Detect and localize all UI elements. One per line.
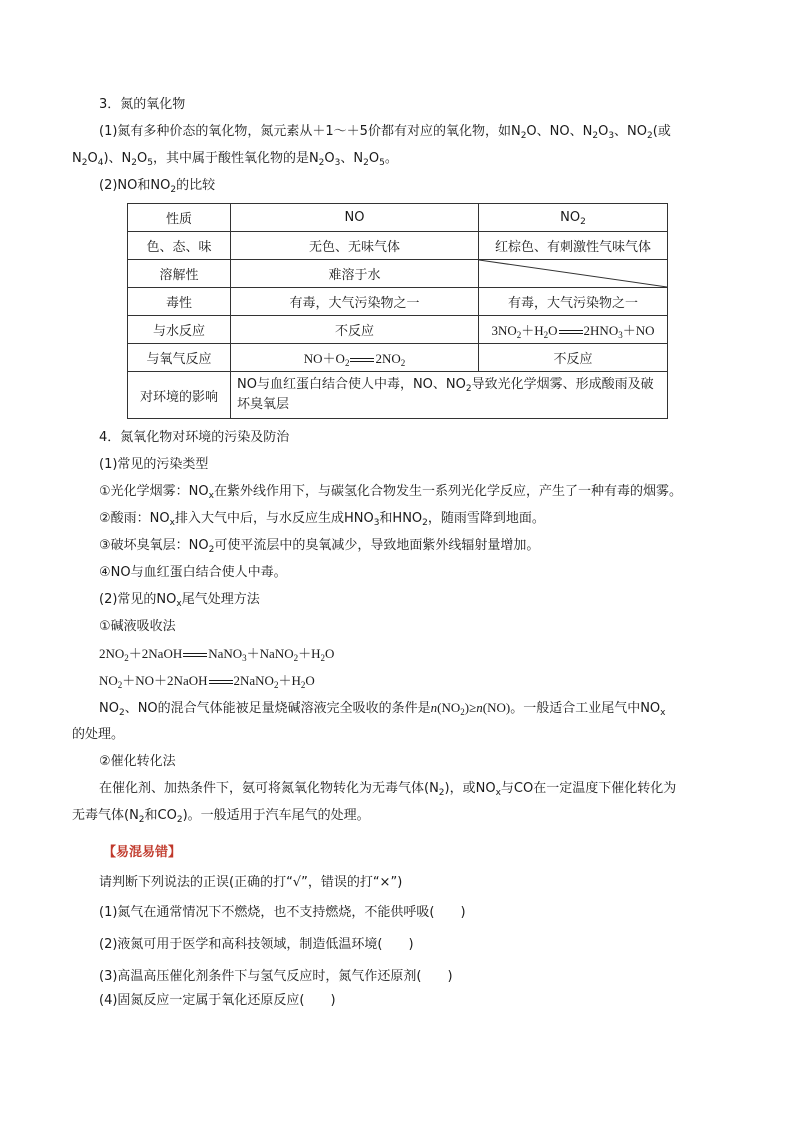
table-row (128, 232, 668, 260)
confuse-intro: 请判断下列说法的正误(正确的打“√”，错误的打“×”) (99, 875, 403, 890)
table-row (128, 344, 668, 372)
section4-item2: ②酸雨：$NO_x$排入大气中后，与水反应生成$HNO_3$和$HNO_2$，随雨雪降到地面。 (99, 511, 545, 528)
row-label-toxicity: 毒性 (128, 288, 231, 316)
equals-sign (349, 355, 375, 365)
row-label-environment: 对环境的影响 (128, 372, 231, 419)
cell-oxygen-no2: 不反应 (479, 344, 668, 372)
equation-2: $NO_2+NO+2NaOH$ $2NaNO_2+H_2O$ (99, 673, 315, 690)
cell-water-no2-equation: $3NO_2+H_2O$ $2HNO_3+NO$ (479, 316, 668, 344)
equals-sign (182, 650, 208, 660)
section3-title: 3．氮的氧化物 (99, 97, 186, 112)
table-row (128, 316, 668, 344)
absorption-condition-line1: $NO_2$、NO的混合气体能被足量烧碱溶液完全吸收的条件是$n(NO_2)\ge n(NO)$。一般适合工业尾气中$NO_x$ (99, 700, 666, 718)
cell-oxygen-no-equation: $NO+O_2$ $2NO_2$ (231, 344, 479, 372)
cell-water-no: 不反应 (231, 316, 479, 344)
table-row (128, 260, 668, 288)
cell-solubility-no2-diagonal (479, 260, 668, 288)
section3-para2: (2)NO和$NO_2$的比较 (99, 178, 216, 195)
cell-toxicity-no: 有毒，大气污染物之一 (231, 288, 479, 316)
section4-title: 4．氮氧化物对环境的污染及防治 (99, 430, 290, 445)
cell-color-no: 无色、无味气体 (231, 232, 479, 260)
row-label-water: 与水反应 (128, 316, 231, 344)
diagonal-line-icon (479, 260, 667, 287)
row-label-oxygen: 与氧气反应 (128, 344, 231, 372)
table-header-row (128, 204, 668, 232)
table-row (128, 372, 668, 419)
confuse-heading: 【易混易错】 (103, 845, 182, 860)
section3-para1-line2: $N_2O_4$)、$N_2O_5$，其中属于酸性氧化物的是$N_2O_3$、$N_2O_5$。 (72, 151, 398, 168)
header-no2: $NO_2$ (479, 204, 668, 232)
cell-solubility-no: 难溶于水 (231, 260, 479, 288)
method2-title: ②催化转化法 (99, 754, 176, 769)
equals-sign (558, 327, 584, 337)
section4-item4: ④NO与血红蛋白结合使人中毒。 (99, 565, 287, 580)
section4-item3: ③破坏臭氧层：$NO_2$可使平流层中的臭氧减少，导致地面紫外线辐射量增加。 (99, 538, 540, 555)
confuse-question-1: (1)氮气在通常情况下不燃烧，也不支持燃烧，不能供呼吸( ) (99, 905, 466, 920)
cell-color-no2: 红棕色、有刺激性气味气体 (479, 232, 668, 260)
cell-environment: NO与血红蛋白结合使人中毒，NO、$NO_2$导致光化学烟雾、形成酸雨及破坏臭氧层 (231, 372, 668, 419)
confuse-question-2: (2)液氮可用于医学和高科技领域，制造低温环境( ) (99, 937, 414, 952)
header-no: NO (231, 204, 479, 232)
section4-sub2: (2)常见的$NO_x$尾气处理方法 (99, 592, 260, 609)
section4-item1: ①光化学烟雾：$NO_x$在紫外线作用下，与碳氢化合物发生一系列光化学反应，产生了一种有毒的烟雾。 (99, 484, 682, 501)
cell-toxicity-no2: 有毒，大气污染物之一 (479, 288, 668, 316)
equation-1: $2NO_2+2NaOH$ $NaNO_3+NaNO_2+H_2O$ (99, 646, 335, 663)
catalytic-line1: 在催化剂、加热条件下，氨可将氮氧化物转化为无毒气体$(N_2)$，或$NO_x$与CO在一定温度下催化转化为 (99, 781, 677, 798)
row-label-solubility: 溶解性 (128, 260, 231, 288)
method1-title: ①碱液吸收法 (99, 619, 176, 634)
absorption-condition-line2: 的处理。 (72, 727, 125, 742)
header-property: 性质 (128, 204, 231, 232)
no-no2-comparison-table (127, 203, 668, 419)
catalytic-line2: 无毒气体($N_2$和$CO_2$)。一般适用于汽车尾气的处理。 (72, 808, 370, 825)
confuse-question-4: (4)固氮反应一定属于氧化还原反应( ) (99, 993, 336, 1008)
table-row (128, 288, 668, 316)
condition-inequality: $n(NO_2)\ge n(NO)$ (430, 700, 511, 717)
section4-sub1: (1)常见的污染类型 (99, 457, 209, 472)
row-label-color: 色、态、味 (128, 232, 231, 260)
confuse-question-3: (3)高温高压催化剂条件下与氢气反应时，氮气作还原剂( ) (99, 969, 453, 984)
equals-sign (208, 677, 234, 687)
section3-para1-line1: (1)氮有多种价态的氧化物，氮元素从＋1～＋5价都有对应的氧化物，如$N_2O$、NO、$N_2O_3$、$NO_2$(或 (99, 124, 671, 141)
